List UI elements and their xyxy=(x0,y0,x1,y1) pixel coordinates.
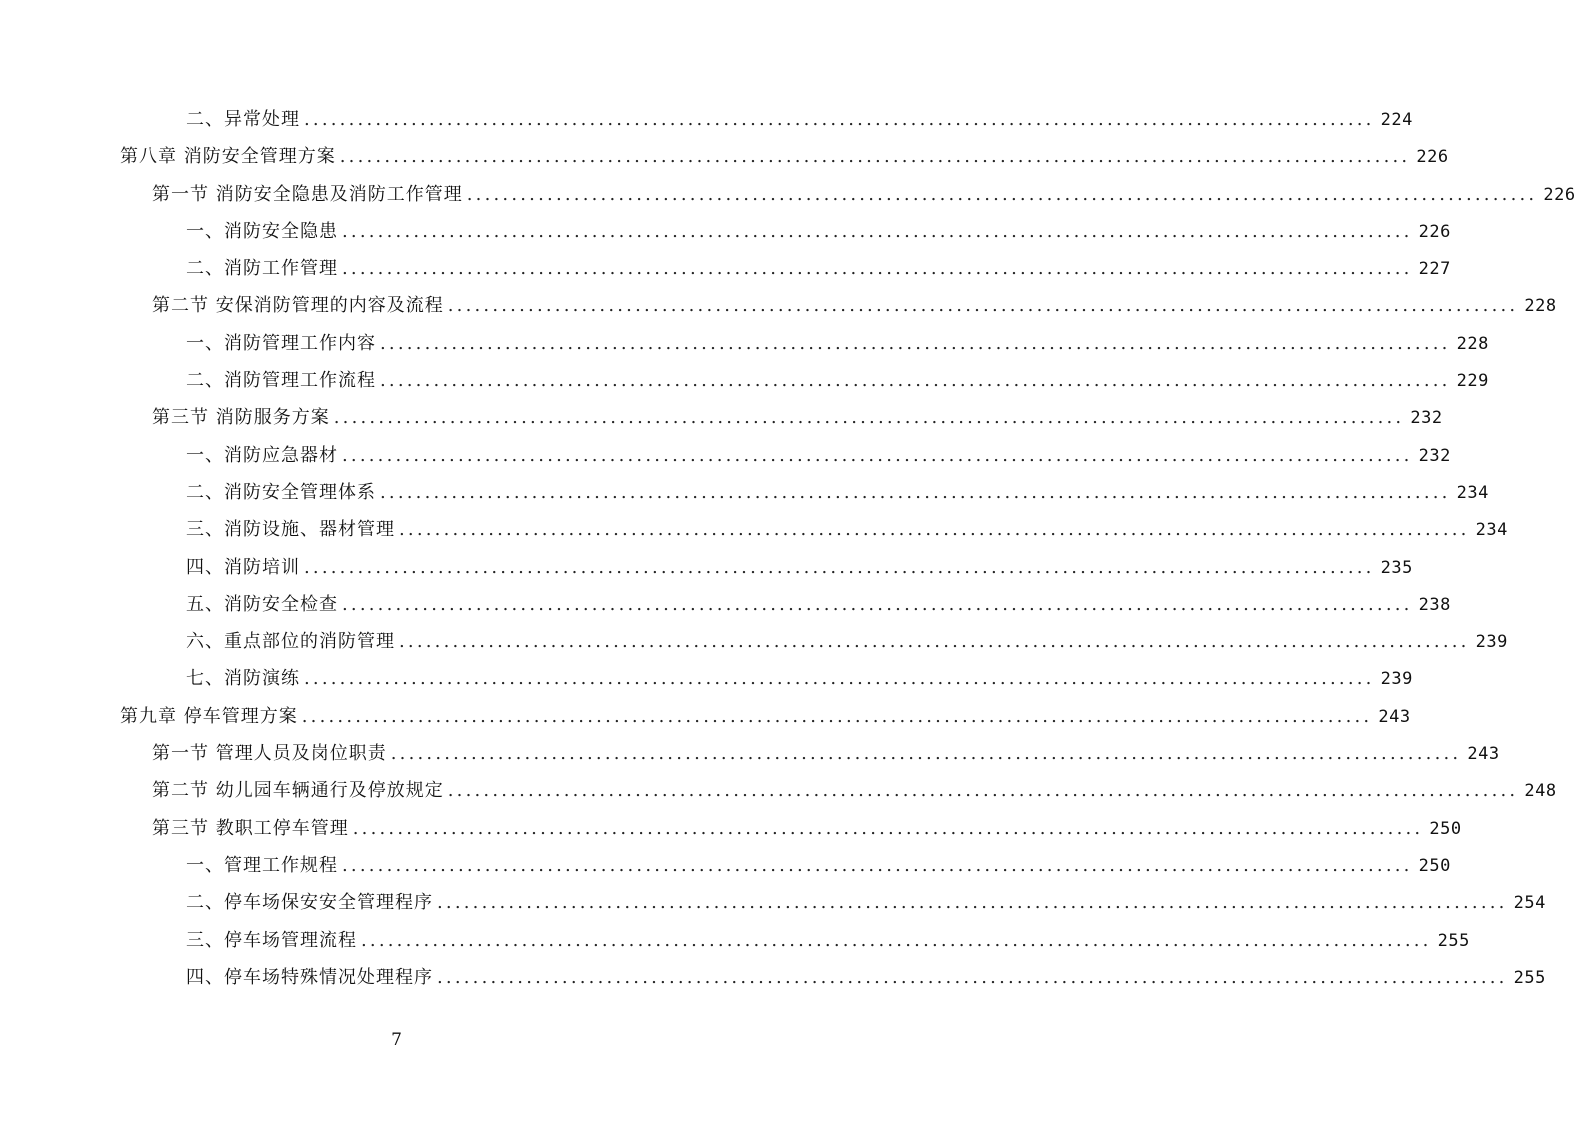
toc-entry-page: 232 xyxy=(1418,445,1451,466)
toc-dot-leader: ........................................................................................................................ xyxy=(342,220,1413,242)
page-number: 7 xyxy=(391,1030,402,1050)
toc-entry[interactable] xyxy=(0,698,1411,735)
toc-entry-page: 248 xyxy=(1524,781,1557,802)
toc-entry[interactable] xyxy=(0,623,1508,660)
toc-entry-page: 228 xyxy=(1524,296,1557,317)
toc-entry-title: 一、消防应急器材 xyxy=(186,444,338,466)
toc-entry-title: 三、停车场管理流程 xyxy=(186,929,357,951)
toc-dot-leader: ........................................................................................................................ xyxy=(301,705,1373,727)
toc-dot-leader: ........................................................................................................................ xyxy=(342,258,1413,280)
toc-entry[interactable] xyxy=(0,586,1451,623)
toc-entry[interactable] xyxy=(0,101,1413,138)
toc-dot-leader: ........................................................................................................................ xyxy=(304,109,1375,130)
toc-entry-page: 226 xyxy=(1418,221,1451,242)
toc-dot-leader: ........................................................................................................................ xyxy=(390,743,1462,765)
toc-entry-page: 250 xyxy=(1429,818,1462,839)
toc-entry[interactable] xyxy=(0,213,1451,250)
toc-entry-title: 七、消防演练 xyxy=(186,668,300,690)
toc-entry-page: 239 xyxy=(1475,632,1508,653)
toc-entry[interactable] xyxy=(0,922,1470,959)
toc-entry[interactable] xyxy=(0,474,1489,511)
toc-entry-page: 238 xyxy=(1418,594,1451,615)
toc-entry[interactable] xyxy=(0,660,1413,697)
toc-dot-leader: ........................................................................................................................ xyxy=(399,519,1470,541)
toc-entry-title: 二、异常处理 xyxy=(186,109,300,130)
toc-entry-page: 255 xyxy=(1437,930,1470,951)
toc-dot-leader: ........................................................................................................................ xyxy=(339,146,1411,168)
toc-entry-title: 第一节 消防安全隐患及消防工作管理 xyxy=(152,183,463,205)
toc-entry-title: 一、消防安全隐患 xyxy=(186,220,338,242)
toc-entry-page: 235 xyxy=(1380,557,1413,578)
toc-entry-title: 第一节 管理人员及岗位职责 xyxy=(152,743,387,765)
toc-entry[interactable] xyxy=(0,735,1500,772)
toc-entry-title: 第八章 消防安全管理方案 xyxy=(120,146,336,168)
toc-dot-leader: ........................................................................................................................ xyxy=(304,556,1375,578)
toc-dot-leader: ........................................................................................................................ xyxy=(399,631,1470,653)
toc-dot-leader: ........................................................................................................................ xyxy=(437,892,1508,914)
toc-entry-page: 232 xyxy=(1410,408,1443,429)
toc-entry[interactable] xyxy=(0,549,1413,586)
toc-entry-page: 255 xyxy=(1513,967,1546,988)
toc-dot-leader: ........................................................................................................................ xyxy=(466,183,1538,205)
toc-entry-page: 234 xyxy=(1456,482,1489,503)
toc-entry-title: 二、消防管理工作流程 xyxy=(186,370,376,392)
toc-dot-leader: ........................................................................................................................ xyxy=(342,854,1413,876)
toc-entry-page: 228 xyxy=(1456,333,1489,354)
toc-dot-leader: ........................................................................................................................ xyxy=(333,407,1405,429)
toc-dot-leader: ........................................................................................................................ xyxy=(380,481,1451,503)
toc-entry-title: 二、停车场保安安全管理程序 xyxy=(186,892,433,914)
toc-entry[interactable] xyxy=(0,399,1443,436)
toc-entry-page: 224 xyxy=(1380,110,1413,130)
toc-entry-title: 四、停车场特殊情况处理程序 xyxy=(186,966,433,988)
toc-entry[interactable] xyxy=(0,884,1546,921)
toc-entry[interactable] xyxy=(0,847,1451,884)
toc-entry[interactable] xyxy=(0,772,1557,809)
toc-entry-title: 六、重点部位的消防管理 xyxy=(186,631,395,653)
toc-dot-leader: ........................................................................................................................ xyxy=(447,780,1519,802)
toc-entry[interactable] xyxy=(0,176,1576,213)
toc-entry-page: 250 xyxy=(1418,855,1451,876)
toc-dot-leader: ........................................................................................................................ xyxy=(437,966,1508,988)
toc-dot-leader: ........................................................................................................................ xyxy=(342,593,1413,615)
toc-dot-leader: ........................................................................................................................ xyxy=(380,332,1451,354)
toc-entry-page: 234 xyxy=(1475,520,1508,541)
toc-entry-title: 三、消防设施、器材管理 xyxy=(186,519,395,541)
toc-entry-page: 243 xyxy=(1467,744,1500,765)
toc-entry-title: 二、消防工作管理 xyxy=(186,258,338,280)
toc-entry-title: 第三节 教职工停车管理 xyxy=(152,817,349,839)
toc-entry[interactable] xyxy=(0,325,1489,362)
toc-entry-title: 第二节 幼儿园车辆通行及停放规定 xyxy=(152,780,444,802)
toc-entry[interactable] xyxy=(0,138,1449,175)
toc-entry-title: 第三节 消防服务方案 xyxy=(152,407,330,429)
toc-entry-page: 243 xyxy=(1378,706,1411,727)
toc-entry-page: 226 xyxy=(1543,184,1576,205)
toc-entry-page: 229 xyxy=(1456,371,1489,392)
table-of-contents xyxy=(0,101,1576,996)
toc-entry-title: 第九章 停车管理方案 xyxy=(120,705,298,727)
toc-entry-title: 一、管理工作规程 xyxy=(186,854,338,876)
toc-entry-title: 一、消防管理工作内容 xyxy=(186,332,376,354)
toc-entry-title: 二、消防安全管理体系 xyxy=(186,481,376,503)
toc-entry-title: 四、消防培训 xyxy=(186,556,300,578)
toc-entry[interactable] xyxy=(0,250,1451,287)
toc-dot-leader: ........................................................................................................................ xyxy=(380,370,1451,392)
toc-dot-leader: ........................................................................................................................ xyxy=(342,444,1413,466)
toc-entry-page: 227 xyxy=(1418,259,1451,280)
toc-dot-leader: ........................................................................................................................ xyxy=(304,668,1375,690)
toc-entry[interactable] xyxy=(0,287,1557,324)
toc-entry-page: 254 xyxy=(1513,893,1546,914)
toc-entry-title: 第二节 安保消防管理的内容及流程 xyxy=(152,295,444,317)
toc-entry[interactable] xyxy=(0,511,1508,548)
toc-entry-page: 226 xyxy=(1416,147,1449,168)
toc-entry-page: 239 xyxy=(1380,669,1413,690)
toc-entry-title: 五、消防安全检查 xyxy=(186,593,338,615)
toc-entry[interactable] xyxy=(0,810,1462,847)
toc-entry[interactable] xyxy=(0,959,1546,996)
toc-dot-leader: ........................................................................................................................ xyxy=(361,929,1432,951)
toc-entry[interactable] xyxy=(0,437,1451,474)
toc-dot-leader: ........................................................................................................................ xyxy=(352,817,1424,839)
toc-dot-leader: ........................................................................................................................ xyxy=(447,295,1519,317)
toc-entry[interactable] xyxy=(0,362,1489,399)
